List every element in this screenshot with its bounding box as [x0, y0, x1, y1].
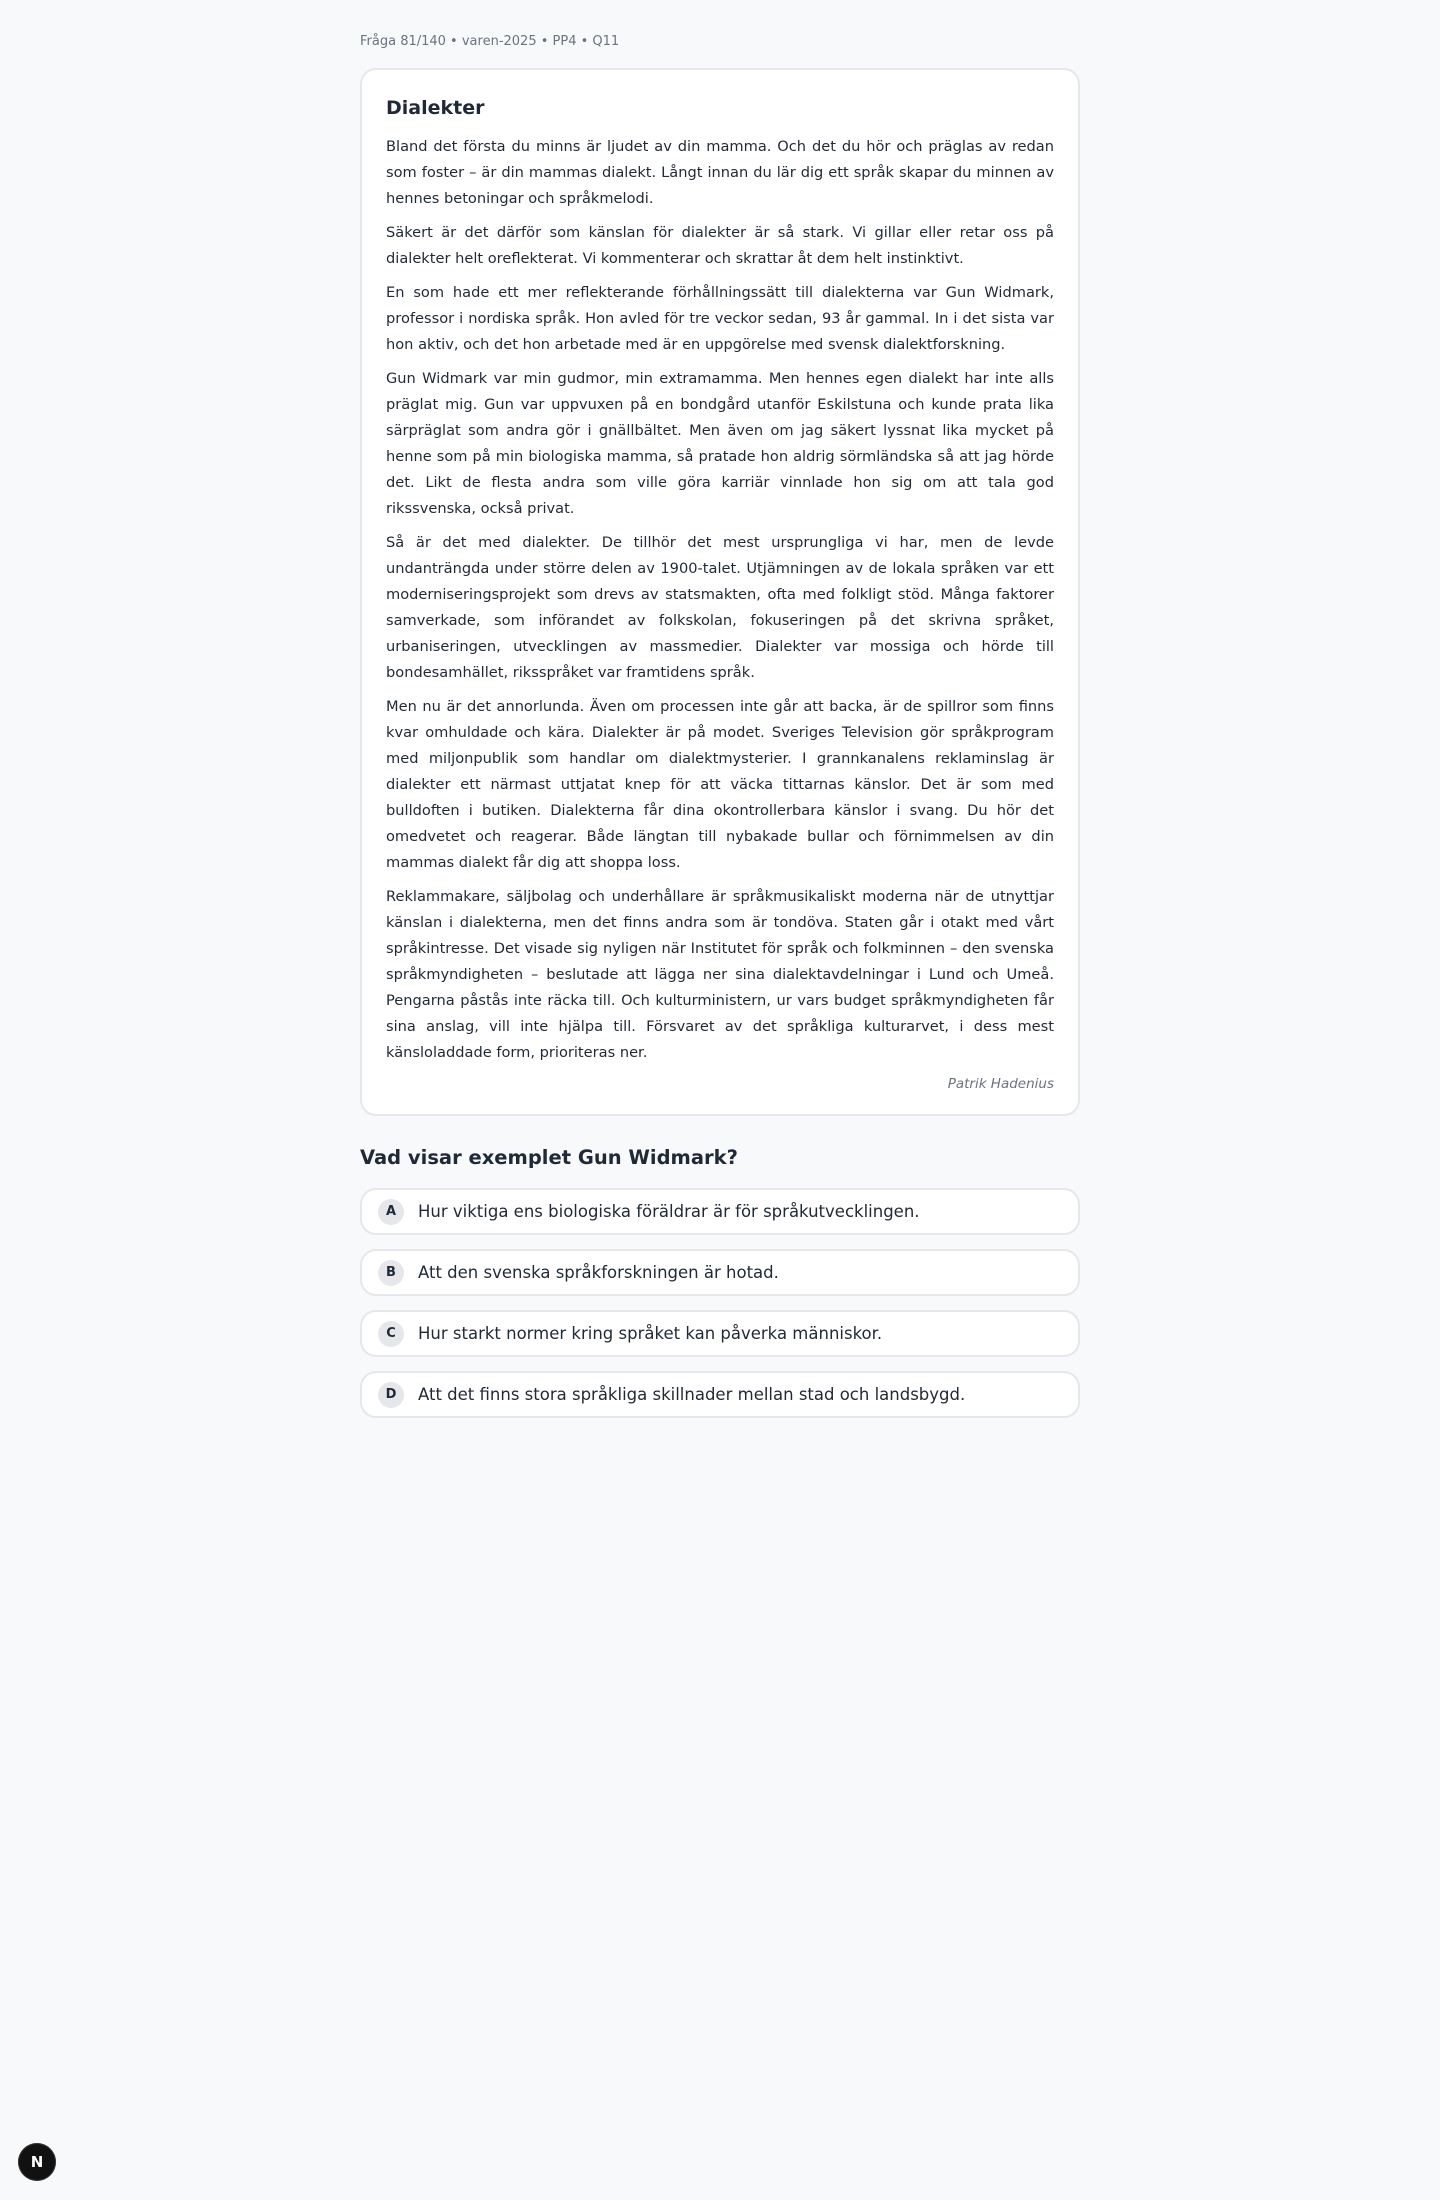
option-text: Hur viktiga ens biologiska föräldrar är för språkutvecklingen.	[418, 1202, 920, 1221]
passage-title: Dialekter	[386, 97, 485, 119]
framework-badge-button[interactable]	[18, 2143, 56, 2181]
passage-paragraph: Gun Widmark var min gudmor, min extramamma. Men hennes egen dialekt har inte alls präglat mig. Gun var uppvuxen på en bondgård utanför Eskilstuna och kunde prata lika särpräglat som andra gör i gnällbältet. Men även om jag säkert lyssnat lika mycket på henne som på min biologiska mamma, så pratade hon aldrig sörmländska så att jag hörde det. Likt de flesta andra som ville göra karriär vinnlade hon sig om att tala god rikssvenska, också privat.	[386, 370, 1054, 517]
option-letter-badge: A	[378, 1199, 404, 1225]
option-text: Att det finns stora språkliga skillnader mellan stad och landsbygd.	[418, 1385, 966, 1404]
passage-paragraph: Men nu är det annorlunda. Även om processen inte går att backa, är de spillror som finns kvar omhuldade och kära. Dialekter är på modet. Sveriges Television gör språkprogram med miljonpublik som handlar om dialektmysterier. I grannkanalens reklaminslag är dialekter ett närmast uttjatat knep för att väcka tittarnas känslor. Det är som med bulldoften i butiken. Dialekterna får dina okontrollerbara känslor i svang. Du hör det omedvetet och reagerar. Både längtan till nybakade bullar och förnimmelsen av din mammas dialekt får dig att shoppa loss.	[386, 698, 1054, 871]
option-letter-badge: C	[378, 1321, 404, 1347]
option-text: Att den svenska språkforskningen är hotad.	[418, 1263, 779, 1282]
option-a-button[interactable]	[360, 1188, 1080, 1235]
question-text: Vad visar exemplet Gun Widmark?	[360, 1146, 738, 1169]
main-container	[360, 0, 1080, 1432]
option-b-button[interactable]	[360, 1249, 1080, 1296]
option-c-button[interactable]	[360, 1310, 1080, 1357]
answer-options	[360, 1188, 1080, 1418]
option-letter-badge: D	[378, 1382, 404, 1408]
passage-author: Patrik Hadenius	[947, 1076, 1054, 1092]
passage-paragraph: Så är det med dialekter. De tillhör det mest ursprungliga vi har, men de levde undanträngda under större delen av 1900-talet. Utjämningen av de lokala språken var ett moderniseringsprojekt som drevs av statsmakten, ofta med folkligt stöd. Många faktorer samverkade, som införandet av folkskolan, fokuseringen på det skrivna språket, urbaniseringen, utvecklingen av massmedier. Dialekter var mossiga och hörde till bondesamhället, riksspråket var framtidens språk.	[386, 534, 1054, 681]
passage-paragraph: En som hade ett mer reflekterande förhållningssätt till dialekterna var Gun Widmark, professor i nordiska språk. Hon avled för tre veckor sedan, 93 år gammal. In i det sista var hon aktiv, och det hon arbetade med är en uppgörelse med svensk dialektforskning.	[386, 284, 1054, 353]
framework-logo-icon: N	[30, 2153, 44, 2171]
passage-paragraph: Säkert är det därför som känslan för dialekter är så stark. Vi gillar eller retar oss på dialekter helt oreflekterat. Vi kommenterar och skrattar åt dem helt instinktivt.	[386, 224, 1054, 267]
passage-card	[360, 68, 1080, 1116]
option-letter-badge: B	[378, 1260, 404, 1286]
passage-paragraph: Reklammakare, säljbolag och underhållare är språkmusikaliskt moderna när de utnyttjar känslan i dialekterna, men det finns andra som är tondöva. Staten går i otakt med vårt språkintresse. Det visade sig nyligen när Institutet för språk och folkminnen – den svenska språkmyndigheten – beslutade att lägga ner sina dialektavdelningar i Lund och Umeå. Pengarna påstås inte räcka till. Och kulturministern, ur vars budget språkmyndigheten får sina anslag, vill inte hjälpa till. Försvaret av det språkliga kulturarvet, i dess mest känsloladdade form, prioriteras ner.	[386, 888, 1054, 1061]
option-d-button[interactable]	[360, 1371, 1080, 1418]
option-text: Hur starkt normer kring språket kan påverka människor.	[418, 1324, 883, 1343]
question-meta: Fråga 81/140 • varen-2025 • PP4 • Q11	[360, 34, 620, 49]
passage-paragraph: Bland det första du minns är ljudet av din mamma. Och det du hör och präglas av redan som foster – är din mammas dialekt. Långt innan du lär dig ett språk skapar du minnen av hennes betoningar och språkmelodi.	[386, 138, 1054, 207]
